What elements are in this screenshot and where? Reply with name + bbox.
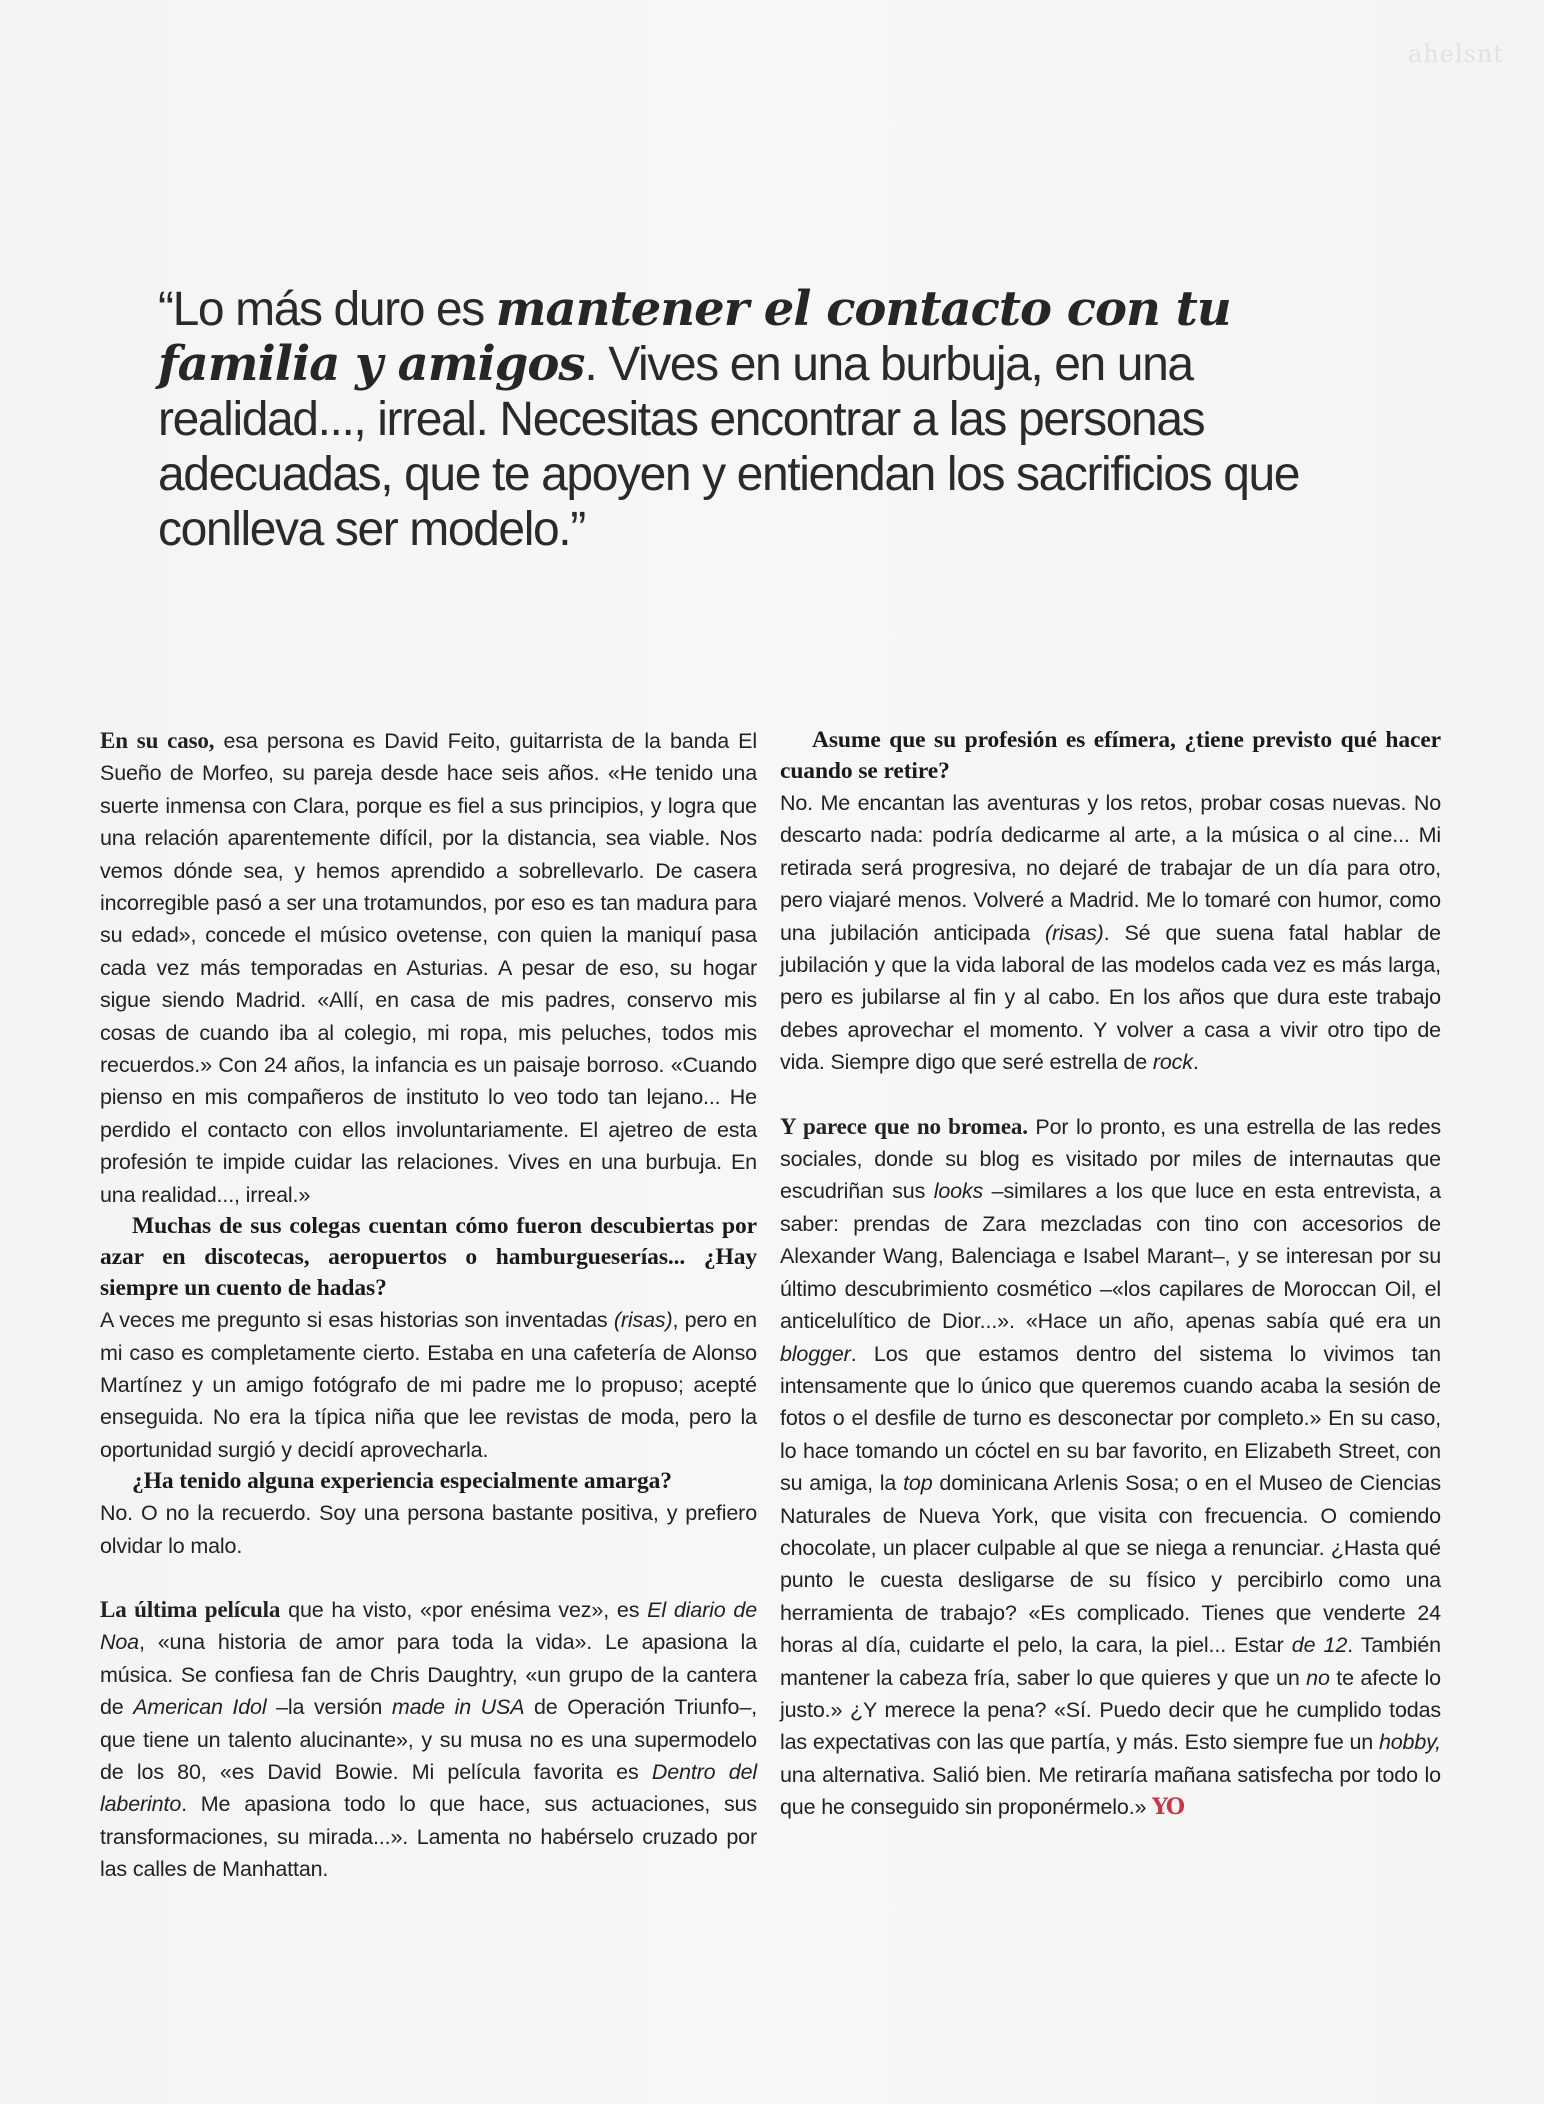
- body-text: No. Me encantan las aventuras y los retos, probar cosas nuevas. No descarto nada: podría dedicarme al arte, a la música o al cine... Mi retirada será progresiva, no dejaré de trabajar de un día para otro, pero viajaré menos. Volveré a Madrid. Me lo tomaré con humor, como una jubilación anticipada: [780, 791, 1441, 945]
- italic-text: Dentro del laberinto: [100, 1759, 758, 1817]
- pull-quote-open: “Lo más duro es: [158, 283, 496, 336]
- body-text: –la versión: [266, 1695, 392, 1720]
- paragraph-parece-que-no-bromea: [780, 1111, 1441, 1824]
- left-column: [100, 725, 757, 1886]
- answer-1: [100, 1304, 757, 1466]
- italic-text: looks: [933, 1179, 984, 1204]
- paragraph-gap: [780, 1079, 1441, 1111]
- body-text: –similares a los que luce en esta entrevista, a saber: prendas de Zara mezcladas con tino con accesorios de Alexander Wang, Balenciaga e Isabel Marant–, y se interesan por su último descubrimiento cosmético –«los capilares de Moroccan Oil, el anticelulítico de Dior...». «Hace un año, apenas sabía qué era un: [780, 1179, 1441, 1334]
- body-text: .: [1192, 1050, 1199, 1075]
- body-text: . Sé que suena fatal hablar de jubilación y que la vida laboral de las modelos cada vez es más larga, pero es jubilarse al fin y al cabo. En los años que dura este trabajo debes aprovechar el momento. Y volver a casa a vivir otro tipo de vida. Siempre digo que seré estrella de: [780, 920, 1441, 1075]
- question-3: Asume que su profesión es efímera, ¿tiene previsto qué hacer cuando se retire?: [780, 727, 1441, 784]
- italic-text: (risas): [613, 1308, 673, 1333]
- body-text: , «una historia de amor para toda la vida». Le apasiona la música. Se confiesa fan de Chris Daughtry, «un grupo de la cantera de: [100, 1630, 757, 1720]
- end-mark-logo: YO: [1152, 1794, 1184, 1821]
- italic-text: no: [1306, 1665, 1330, 1690]
- paragraph-gap: [100, 1562, 757, 1594]
- lead-in: En su caso,: [100, 728, 215, 753]
- italic-text: de 12: [1291, 1633, 1348, 1658]
- question-2: ¿Ha tenido alguna experiencia especialmente amarga?: [132, 1468, 672, 1495]
- body-text: , pero en mi caso es completamente cierto. Estaba en una cafetería de Alonso Martínez y un amigo fotógrafo de mi padre me lo propuso; acepté enseguida. No era la típica niña que lee revistas de moda, pero la oportunidad surgió y decidí aprovecharla.: [100, 1308, 757, 1462]
- answer-3: [780, 787, 1441, 1079]
- lead-in: Y parece que no bromea.: [780, 1113, 1028, 1139]
- italic-text: hobby,: [1378, 1730, 1441, 1755]
- answer-2: No. O no la recuerdo. Soy una persona bastante positiva, y prefiero olvidar lo malo.: [100, 1501, 757, 1558]
- italic-text: top: [903, 1471, 933, 1496]
- lead-in: La última película: [100, 1596, 281, 1622]
- italic-text: El diario de Noa: [100, 1597, 758, 1655]
- pull-quote-emphasis: mantener el contacto con tu familia y amigos: [158, 281, 1231, 392]
- body-text: esa persona es David Feito, guitarrista de la banda El Sueño de Morfeo, su pareja desde hace seis años. «He tenido una suerte inmensa con Clara, porque es fiel a sus principios, y logra que una relación aparentemente difícil, por la distancia, sea viable. Nos vemos dónde sea, y hemos aprendido a sobrellevarlo. De casera incorregible pasó a ser una trotamundos, por eso es tan madura para su edad», concede el músico ovetense, con quien la maniquí pasa cada vez más temporadas en Asturias. A pesar de eso, su hogar sigue siendo Madrid. «Allí, en casa de mis padres, conservo mis cosas de cuando iba al colegio, mi ropa, mis peluches, todos mis recuerdos.» Con 24 años, la infancia es un paisaje borroso. «Cuando pienso en mis compañeros de instituto lo veo todo tan lejano... He perdido el contacto con ellos involuntariamente. El ajetreo de esta profesión te impide cuidar las relaciones. Vives en una burbuja. En una realidad..., irreal.»: [100, 729, 757, 1207]
- italic-text: (risas): [1045, 920, 1104, 945]
- body-text: dominicana Arlenis Sosa; o en el Museo de Ciencias Naturales de Nueva York, que visita con frecuencia. O comiendo chocolate, un placer culpable al que se niega a renunciar. ¿Hasta qué punto le cuesta desligarse de su físico y percibirlo como una herramienta de trabajo? «Es complicado. Tienes que venderte 24 horas al día, cuidarte el pelo, la cara, la piel... Estar: [780, 1471, 1441, 1658]
- pull-quote-rest: . Vives en una burbuja, en una realidad..., irreal. Necesitas encontrar a las personas adecuadas, que te apoyen y entiendan los sacrificios que conlleva ser modelo.”: [158, 338, 1300, 556]
- italic-text: made in USA: [391, 1695, 525, 1720]
- pull-quote: [158, 282, 1398, 557]
- body-text: de Operación Triunfo–, que tiene un talento alucinante», y su musa no es una supermodelo de los 80, «es David Bowie. Mi película favorita es: [100, 1695, 757, 1784]
- body-text: . Los que estamos dentro del sistema lo vivimos tan intensamente que lo único que queremos cuando acaba la sesión de fotos o el desfile de turno es desconectar por completo.» En su caso, lo hace tomando un cóctel en su bar favorito, en Elizabeth Street, con su amiga, la: [780, 1341, 1441, 1496]
- question-1: Muchas de sus colegas cuentan cómo fueron descubiertas por azar en discotecas, aeropuertos o hamburgueserías... ¿Hay siempre un cuento de hadas?: [100, 1213, 757, 1302]
- body-text: te afecte lo justo.» ¿Y merece la pena? «Sí. Puedo decir que he cumplido todas las expectativas con las que partía, y más. Esto siempre fue un: [780, 1665, 1441, 1755]
- italic-text: rock: [1152, 1050, 1193, 1075]
- body-text: A veces me pregunto si esas historias son inventadas: [100, 1308, 614, 1333]
- right-column: [780, 725, 1441, 1824]
- paragraph-en-su-caso: [100, 725, 757, 1211]
- italic-text: blogger: [780, 1341, 851, 1366]
- body-text: una alternativa. Salió bien. Me retiraría mañana satisfecha por todo lo que he conseguido sin proponérmelo.»: [780, 1762, 1441, 1820]
- paragraph-ultima-pelicula: [100, 1594, 757, 1886]
- body-text: Por lo pronto, es una estrella de las redes sociales, donde su blog es visitado por miles de internautas que escudriñan sus: [780, 1114, 1441, 1204]
- body-text: . Me apasiona todo lo que hace, sus actuaciones, sus transformaciones, su mirada...». Lamenta no habérselo cruzado por las calles de Manhattan.: [100, 1792, 757, 1882]
- page-folio: ahelsnt: [1407, 40, 1504, 68]
- italic-text: American Idol: [133, 1695, 267, 1720]
- body-text: que ha visto, «por enésima vez», es: [280, 1597, 648, 1622]
- body-text: . También mantener la cabeza fría, saber lo que quieres y que un: [780, 1633, 1441, 1690]
